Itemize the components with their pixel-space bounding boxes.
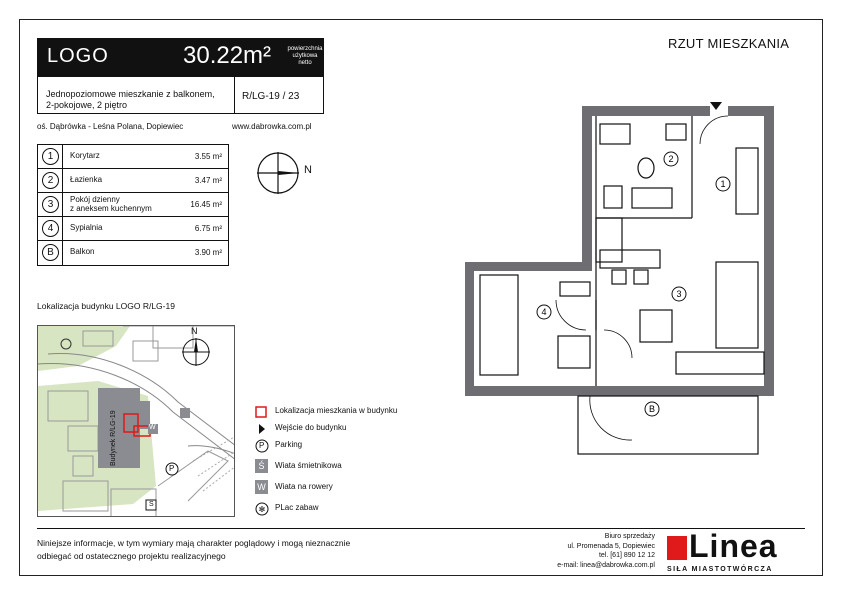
- room-number: 3: [42, 196, 59, 213]
- room-area: 3.55 m²: [194, 152, 222, 161]
- playground-icon: [255, 502, 269, 516]
- office-email[interactable]: e-mail: linea@dabrowka.com.pl: [557, 561, 655, 569]
- room-area: 3.90 m²: [194, 248, 222, 257]
- floor-plan: [460, 98, 780, 478]
- area-note-line: netto: [298, 60, 312, 66]
- description-box: [37, 76, 324, 114]
- area-note: [285, 46, 325, 67]
- parking-glyph: P: [259, 441, 265, 450]
- legend-item: [255, 501, 475, 521]
- brand-mark: [667, 536, 687, 560]
- map-parking-label: P: [169, 464, 175, 473]
- office-street: ul. Promenada 5, Dopiewiec: [567, 542, 655, 550]
- room-name-line: Pokój dzienny: [70, 195, 120, 204]
- table-row: [38, 169, 228, 193]
- legend-label: Parking: [275, 440, 303, 449]
- legend-label: Lokalizacja mieszkania w budynku: [275, 406, 398, 415]
- legend-item: [255, 480, 475, 500]
- red-outline-icon: [255, 406, 267, 418]
- room-area: 3.47 m²: [194, 176, 222, 185]
- room-number: 1: [42, 148, 59, 165]
- room-name: [70, 195, 152, 213]
- room-area: 6.75 m²: [194, 224, 222, 233]
- legend-item: [255, 438, 475, 458]
- description-line: Jednopoziomowe mieszkanie z balkonem,: [46, 89, 215, 99]
- room-name: Korytarz: [70, 151, 100, 160]
- logo-text: LOGO: [47, 45, 109, 67]
- office-title: Biuro sprzedaży: [604, 533, 655, 540]
- estate-address: oś. Dąbrówka - Leśna Polana, Dopiewiec: [37, 122, 184, 131]
- trash-shelter-icon: Ś: [255, 459, 268, 473]
- brand-name: Linea: [689, 528, 778, 564]
- svg-text:✻: ✻: [258, 505, 266, 514]
- room-name: Balkon: [70, 247, 95, 256]
- sales-office: [510, 532, 655, 570]
- room-area: 16.45 m²: [190, 200, 222, 209]
- legend-label: Wejście do budynku: [275, 423, 347, 432]
- compass-icon: [255, 150, 301, 196]
- plan-label-3: 3: [676, 289, 682, 299]
- divider: [234, 77, 235, 113]
- plan-label-balcony: B: [648, 404, 656, 414]
- room-number: B: [42, 244, 59, 261]
- apartment-code: R/LG-19 / 23: [242, 91, 300, 102]
- compass-north-label: N: [304, 164, 312, 176]
- room-name-line: z aneksem kuchennym: [70, 204, 152, 213]
- table-row: [38, 217, 228, 241]
- bike-shelter-icon: W: [255, 480, 268, 494]
- disclaimer-line: odbiegać od ostatecznego projektu realizacyjnego: [37, 551, 226, 561]
- table-row: [38, 241, 228, 265]
- map-north-label: N: [191, 326, 198, 336]
- apartment-description: [46, 89, 246, 111]
- room-name: Łazienka: [70, 175, 103, 184]
- room-number: 4: [42, 220, 59, 237]
- legend-label: PLac zabaw: [275, 503, 319, 512]
- plan-label-4: 4: [541, 307, 547, 317]
- entrance-arrow-icon: [710, 102, 722, 110]
- map-bike-label: W: [149, 424, 156, 431]
- description-line: 2-pokojowe, 2 piętro: [46, 100, 128, 110]
- location-map: [37, 325, 235, 517]
- entrance-arrow-icon: [257, 423, 267, 435]
- area-note-line: powierzchnia: [287, 46, 323, 52]
- rooms-table: [37, 144, 229, 266]
- legend-label: Wiata śmietnikowa: [275, 461, 342, 470]
- table-row: [38, 193, 228, 217]
- building-label: Budynek R/LG-19: [110, 410, 117, 466]
- header-bar: [37, 38, 324, 76]
- apartment-area: 30.22m²: [183, 42, 272, 69]
- location-title: Lokalizacja budynku LOGO R/LG-19: [37, 301, 175, 311]
- plan-title: RZUT MIESZKANIA: [668, 36, 790, 51]
- site-map: [38, 326, 235, 517]
- map-trash-label: S: [149, 501, 154, 508]
- disclaimer-line: Niniejsze informacje, w tym wymiary mają charakter poglądowy i mogą nieznacznie: [37, 538, 351, 548]
- disclaimer: [37, 537, 417, 563]
- room-number: 2: [42, 172, 59, 189]
- office-phone: tel. [61] 890 12 12: [598, 552, 655, 559]
- area-note-line: użytkowa: [292, 53, 318, 59]
- brand-tagline: SIŁA MIASTOTWÓRCZA: [667, 566, 773, 573]
- legend-label: Wiata na rowery: [275, 482, 333, 491]
- room-name: Sypialnia: [70, 223, 103, 232]
- legend-item: [255, 459, 475, 479]
- plan-label-1: 1: [720, 179, 726, 189]
- website-link[interactable]: www.dabrowka.com.pl: [232, 122, 312, 131]
- table-row: [38, 145, 228, 169]
- plan-label-2: 2: [668, 154, 674, 164]
